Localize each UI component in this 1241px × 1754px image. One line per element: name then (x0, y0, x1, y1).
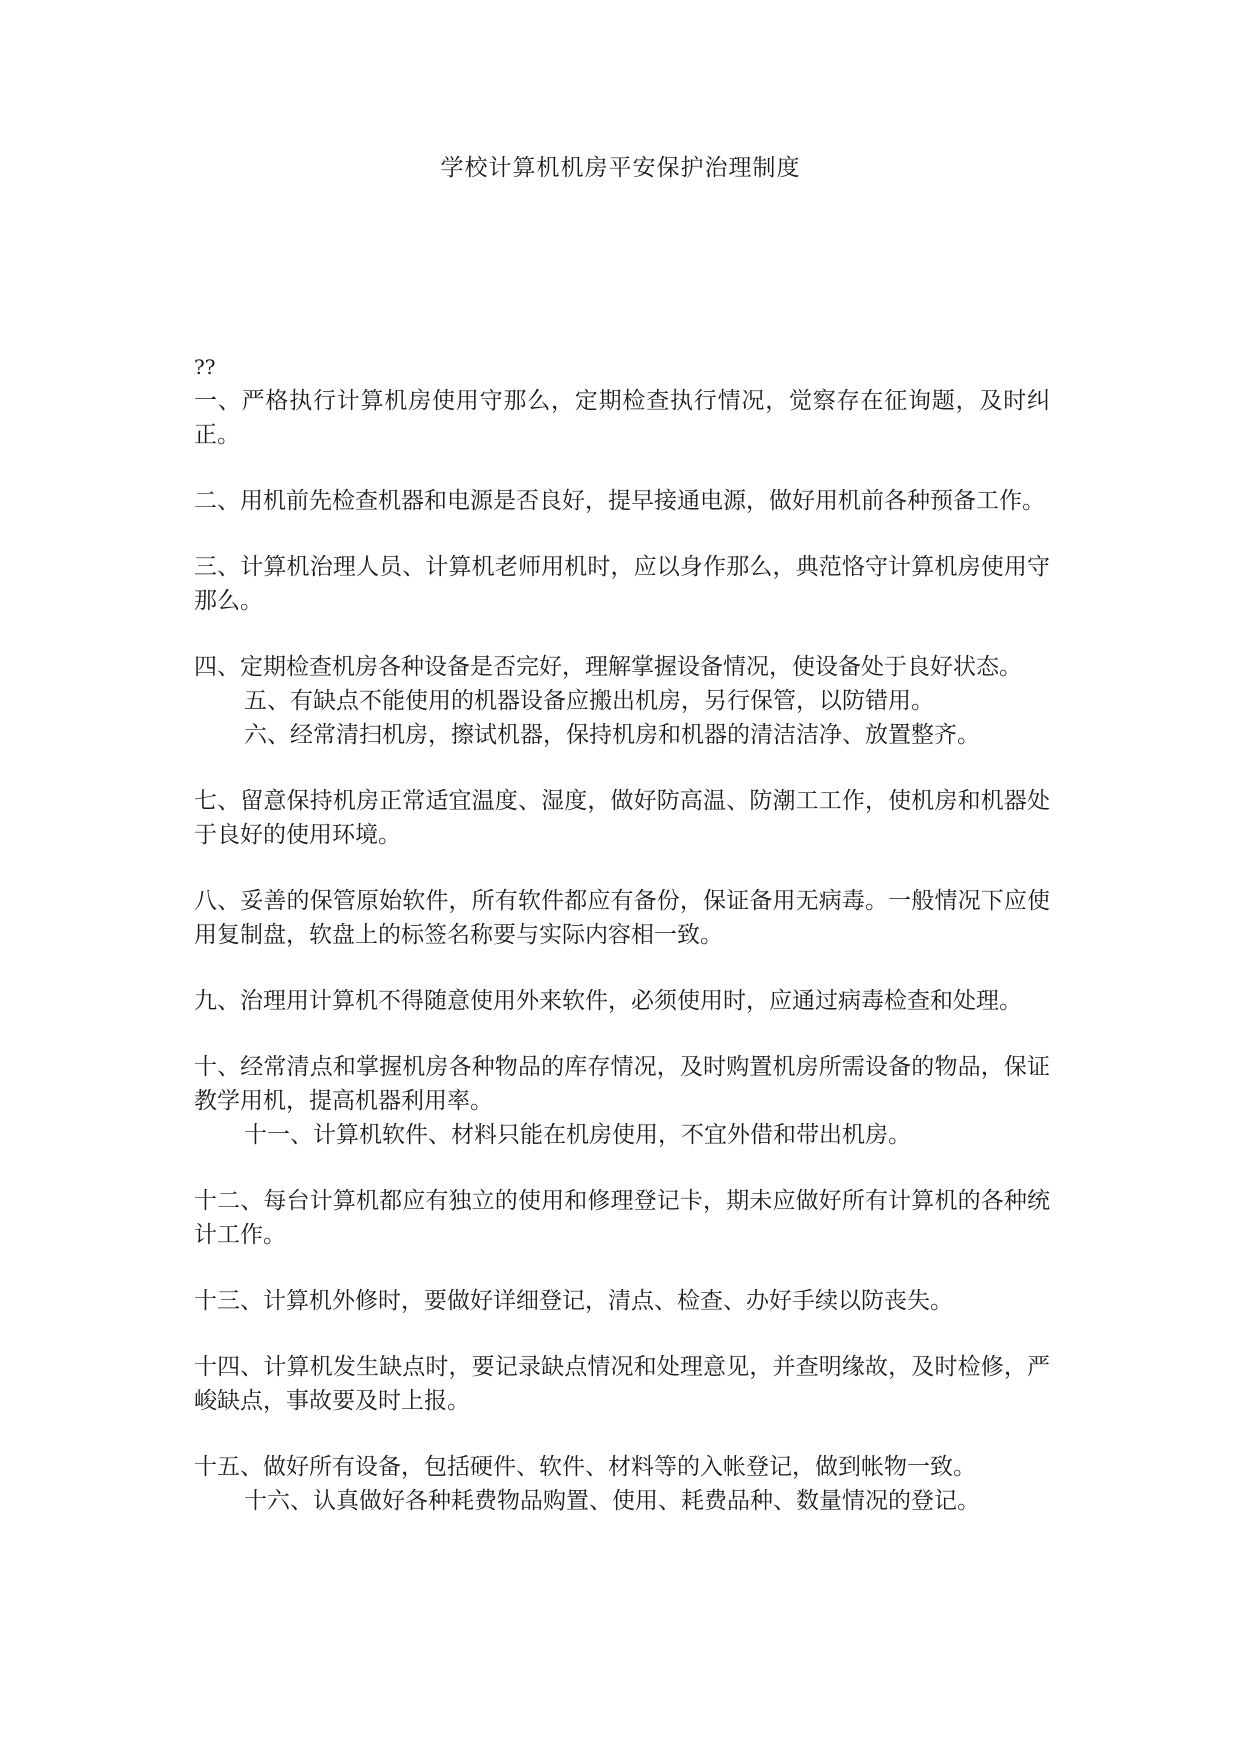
paragraph-12: 十二、每台计算机都应有独立的使用和修理登记卡，期未应做好所有计算机的各种统计工作。 (194, 1188, 1050, 1248)
paragraph-3: 三、计算机治理人员、计算机老师用机时，应以身作那么，典范恪守计算机房使用守那么。 (194, 554, 1050, 614)
paragraph-5: 五、有缺点不能使用的机器设备应搬出机房，另行保管，以防错用。 (244, 688, 934, 714)
paragraph-14: 十四、计算机发生缺点时，要记录缺点情况和处理意见，并查明缘故，及时检修，严峻缺点，事故要及时上报。 (194, 1354, 1050, 1414)
placeholder-marker: ?? (194, 355, 216, 379)
paragraph-7: 七、留意保持机房正常适宜温度、湿度，做好防高温、防潮工工作，使机房和机器处于良好的使用环境。 (194, 788, 1050, 848)
paragraph-15: 十五、做好所有设备，包括硬件、软件、材料等的入帐登记，做到帐物一致。 (194, 1454, 976, 1480)
paragraph-2: 二、用机前先检查机器和电源是否良好，提早接通电源，做好用机前各种预备工作。 (194, 488, 1045, 514)
paragraph-11: 十一、计算机软件、材料只能在机房使用，不宜外借和带出机房。 (244, 1122, 911, 1148)
paragraph-13: 十三、计算机外修时，要做好详细登记，清点、检查、办好手续以防丧失。 (194, 1288, 953, 1314)
paragraph-1: 一、严格执行计算机房使用守那么，定期检查执行情况，觉察存在征询题，及时纠正。 (194, 388, 1050, 448)
paragraph-6: 六、经常清扫机房，擦试机器，保持机房和机器的清洁洁净、放置整齐。 (244, 722, 980, 748)
document-body (194, 350, 1050, 1518)
paragraph-8: 八、妥善的保管原始软件，所有软件都应有备份，保证备用无病毒。一般情况下应使用复制盘，软盘上的标签名称要与实际内容相一致。 (194, 888, 1050, 948)
document-title: 学校计算机机房平安保护治理制度 (440, 155, 801, 181)
paragraph-4: 四、定期检查机房各种设备是否完好，理解掌握设备情况，使设备处于良好状态。 (194, 654, 1022, 680)
paragraph-10: 十、经常清点和掌握机房各种物品的库存情况，及时购置机房所需设备的物品，保证教学用机，提高机器利用率。 (194, 1054, 1050, 1114)
paragraph-16: 十六、认真做好各种耗费物品购置、使用、耗费品种、数量情况的登记。 (244, 1488, 980, 1514)
paragraph-9: 九、治理用计算机不得随意使用外来软件，必须使用时，应通过病毒检查和处理。 (194, 988, 1022, 1014)
